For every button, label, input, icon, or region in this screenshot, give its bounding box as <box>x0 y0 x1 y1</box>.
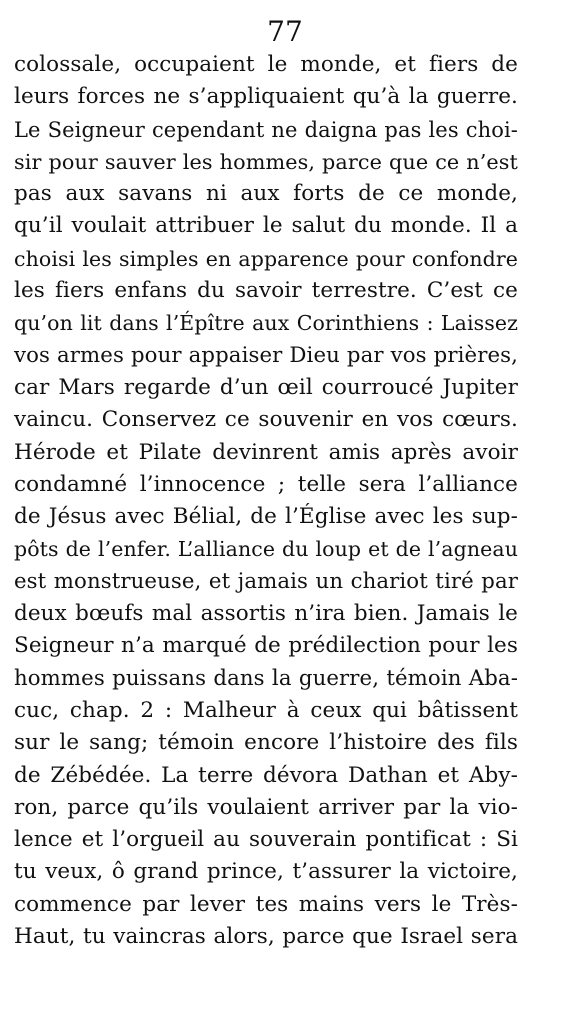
text-line: deux bœufs mal assortis n’ira bien. Jamais le <box>14 601 518 627</box>
text-line: tu veux, ô grand prince, t’assurer la victoire, <box>14 859 518 885</box>
text-line: Haut, tu vaincras alors, parce que Israel sera <box>14 924 518 950</box>
text-line: Hérode et Pilate devinrent amis après avoir <box>14 439 518 465</box>
text-line: sur le sang; témoin encore l’histoire des fils <box>14 730 518 756</box>
text-line: est monstrueuse, et jamais un chariot tiré par <box>14 568 518 594</box>
body-text <box>14 49 518 953</box>
text-line: qu’on lit dans l’Épître aux Corinthiens : Laissez <box>14 311 518 336</box>
text-line: de Jésus avec Bélial, de l’Église avec les sup- <box>14 504 518 530</box>
text-line: de Zébédée. La terre dévora Dathan et Aby- <box>14 762 518 788</box>
text-line: vos armes pour appaiser Dieu par vos prières, <box>14 342 518 368</box>
text-line: pôts de l’enfer. L’alliance du loup et de l’agneau <box>14 537 518 562</box>
text-line: car Mars regarde d’un œil courroucé Jupiter <box>14 374 518 400</box>
text-line: les fiers enfans du savoir terrestre. C’est ce <box>14 278 518 304</box>
text-line: cuc, chap. 2 : Malheur à ceux qui bâtissent <box>14 697 518 723</box>
text-line: Seigneur n’a marqué de prédilection pour les <box>14 633 518 659</box>
text-line: qu’il voulait attribuer le salut du monde. Il a <box>14 213 518 239</box>
text-line: colossale, occupaient le monde, et fiers de <box>14 52 518 77</box>
text-line: sir pour sauver les hommes, parce que ce n’est <box>14 149 518 174</box>
text-line: ron, parce qu’ils voulaient arriver par la vio- <box>14 794 518 820</box>
text-line: pas aux savans ni aux forts de ce monde, <box>14 181 518 207</box>
text-line: choisi les simples en apparence pour confondre <box>14 246 518 271</box>
text-line: leurs forces ne s’appliquaient qu’à la guerre. <box>14 84 518 110</box>
text-line: hommes puissans dans la guerre, témoin Aba- <box>14 665 518 691</box>
text-line: condamné l’innocence ; telle sera l’alliance <box>14 471 518 497</box>
text-line: commence par lever tes mains vers le Très- <box>14 891 518 917</box>
text-line: lence et l’orgueil au souverain pontificat : Si <box>14 827 518 853</box>
text-line: vaincu. Conservez ce souvenir en vos cœurs. <box>14 407 518 433</box>
text-line: Le Seigneur cependant ne daigna pas les choi- <box>14 117 518 142</box>
page-number: 77 <box>267 15 303 48</box>
